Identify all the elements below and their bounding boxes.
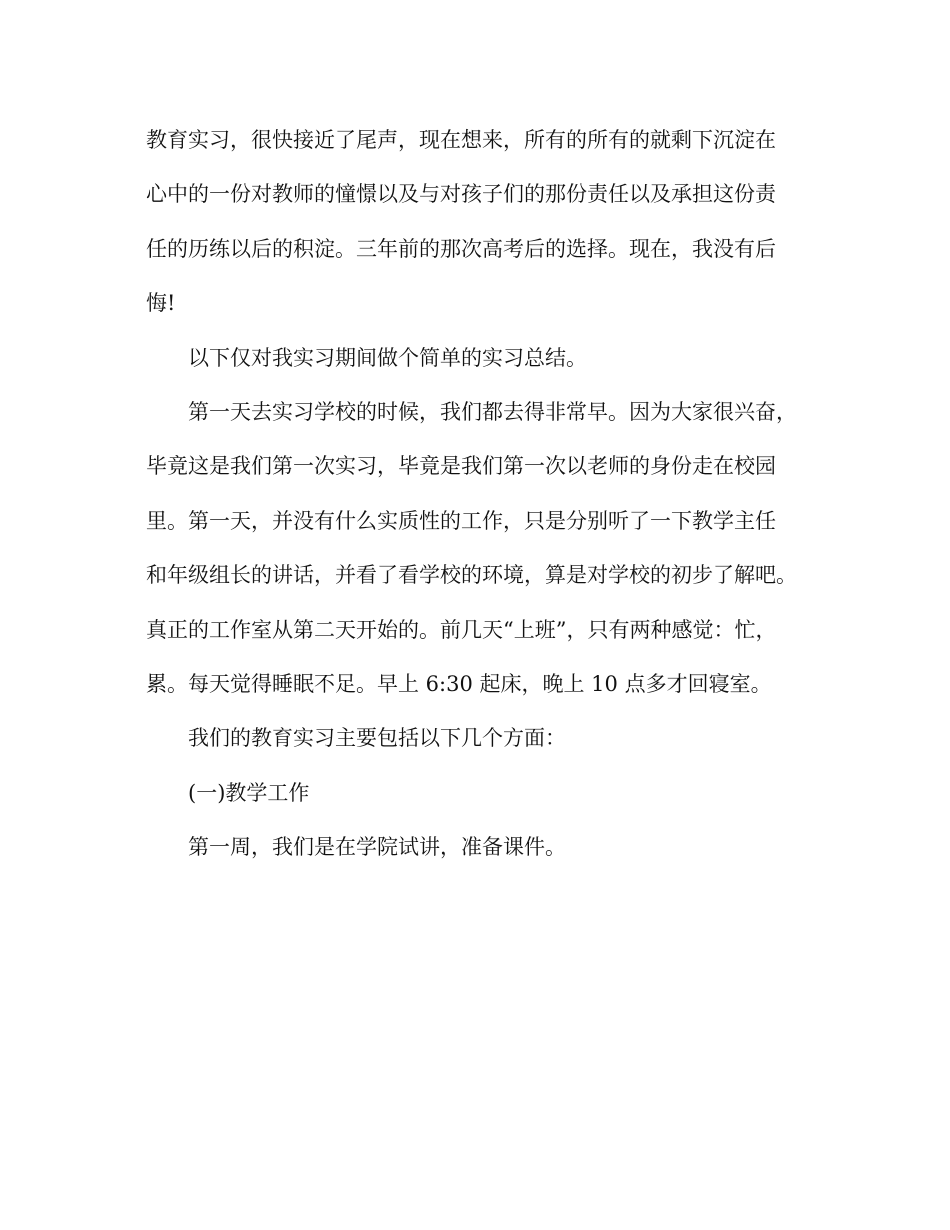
text-line: 悔!: [146, 291, 176, 316]
text-line: 以下仅对我实习期间做个简单的实习总结。: [188, 345, 587, 370]
paragraph-aspects-intro: [146, 711, 816, 765]
text-line: 累。每天觉得睡眠不足。早上 6:30 起床，晚上 10 点多才回寝室。: [146, 672, 772, 697]
paragraph-reflection: [146, 113, 816, 331]
paragraph-first-day: [146, 385, 816, 711]
text-line: 毕竟这是我们第一次实习，毕竟是我们第一次以老师的身份走在校园: [146, 454, 776, 479]
text-line: 和年级组长的讲话，并看了看学校的环境，算是对学校的初步了解吧。: [146, 563, 797, 588]
document-body: [146, 113, 816, 875]
text-line: 第一周，我们是在学院试讲，准备课件。: [188, 835, 566, 860]
paragraph-summary-intro: [146, 331, 816, 385]
text-line: 我们的教育实习主要包括以下几个方面：: [188, 726, 566, 751]
text-line: 任的历练以后的积淀。三年前的那次高考后的选择。现在，我没有后: [146, 236, 776, 261]
text-line: 第一天去实习学校的时候，我们都去得非常早。因为大家很兴奋，: [188, 400, 797, 425]
text-line: 教育实习，很快接近了尾声，现在想来，所有的所有的就剩下沉淀在: [146, 128, 776, 152]
text-line: 里。第一天，并没有什么实质性的工作，只是分别听了一下教学主任: [146, 508, 776, 533]
text-line: 心中的一份对教师的憧憬以及与对孩子们的那份责任以及承担这份责: [146, 182, 776, 207]
section-heading-teaching: [146, 766, 816, 820]
text-line: 真正的工作室从第二天开始的。前几天“上班”，只有两种感觉：忙，: [146, 617, 777, 642]
text-line: (一)教学工作: [188, 780, 310, 805]
paragraph-first-week: [146, 820, 816, 874]
